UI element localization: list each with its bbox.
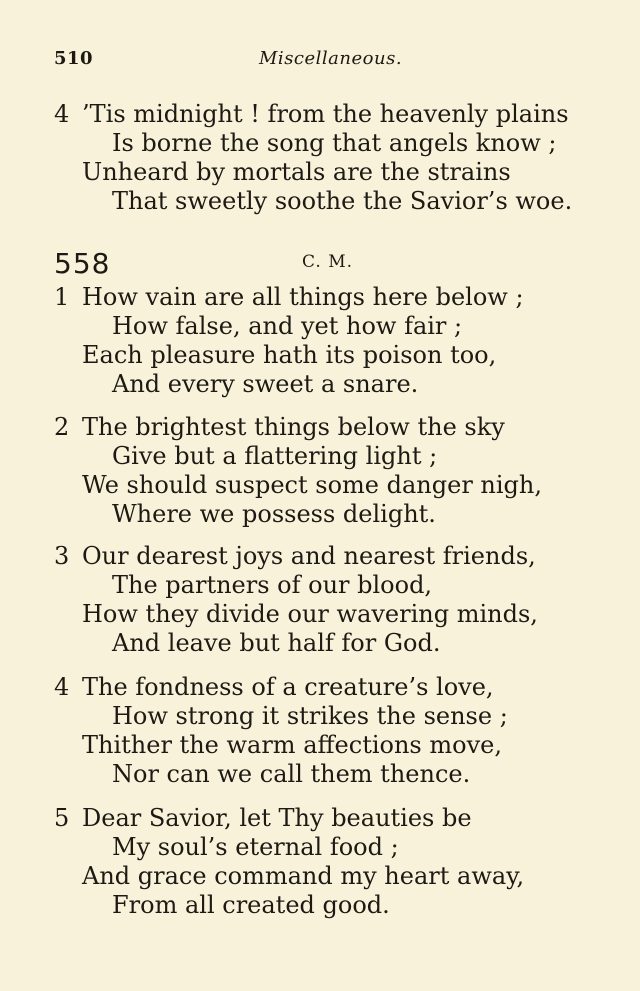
prev-hymn-verse-4	[54, 100, 634, 216]
verse-line: ’Tis midnight ! from the heavenly plains	[82, 100, 569, 128]
verse-line: How they divide our wavering minds,	[82, 600, 538, 628]
verse-line: Each pleasure hath its poison too,	[82, 341, 497, 369]
page-header	[54, 44, 614, 74]
verse-line: How false, and yet how fair ;	[112, 312, 463, 340]
hymn-verse-4	[54, 673, 634, 789]
verse-number: 2	[54, 413, 70, 441]
page-number: 510	[54, 48, 94, 69]
verse-line: The partners of our blood,	[112, 571, 433, 599]
hymn-heading	[54, 248, 554, 280]
verse-line: We should suspect some danger nigh,	[82, 471, 542, 499]
verse-line: Give but a flattering light ;	[112, 442, 438, 470]
hymn-verse-1	[54, 283, 634, 399]
verse-line: Thither the warm affections move,	[82, 731, 502, 759]
hymn-verse-5	[54, 804, 634, 920]
verse-line: Unheard by mortals are the strains	[82, 158, 511, 186]
verse-line: The fondness of a creature’s love,	[82, 673, 494, 701]
verse-line: Our dearest joys and nearest friends,	[82, 542, 536, 570]
hymn-number: 558	[54, 247, 111, 280]
verse-line: And grace command my heart away,	[82, 862, 525, 890]
verse-line: Nor can we call them thence.	[112, 760, 471, 788]
verse-line: My soul’s eternal food ;	[112, 833, 399, 861]
hymn-verse-2	[54, 413, 634, 529]
verse-line: The brightest things below the sky	[82, 413, 505, 441]
verse-line: That sweetly soothe the Savior’s woe.	[112, 187, 573, 215]
verse-number: 4	[54, 673, 70, 701]
verse-line: How strong it strikes the sense ;	[112, 702, 508, 730]
verse-number: 5	[54, 804, 70, 832]
hymn-verse-3	[54, 542, 634, 658]
verse-line: From all created good.	[112, 891, 390, 919]
verse-number: 3	[54, 542, 70, 570]
hymn-meter: C. M.	[302, 252, 354, 272]
verse-line: And every sweet a snare.	[112, 370, 419, 398]
verse-number: 1	[54, 283, 70, 311]
running-title: Miscellaneous.	[259, 48, 403, 69]
verse-number: 4	[54, 100, 70, 128]
verse-line: And leave but half for God.	[112, 629, 441, 657]
verse-line: Dear Savior, let Thy beauties be	[82, 804, 472, 832]
verse-line: Where we possess delight.	[112, 500, 436, 528]
verse-line: Is borne the song that angels know ;	[112, 129, 557, 157]
verse-line: How vain are all things here below ;	[82, 283, 524, 311]
